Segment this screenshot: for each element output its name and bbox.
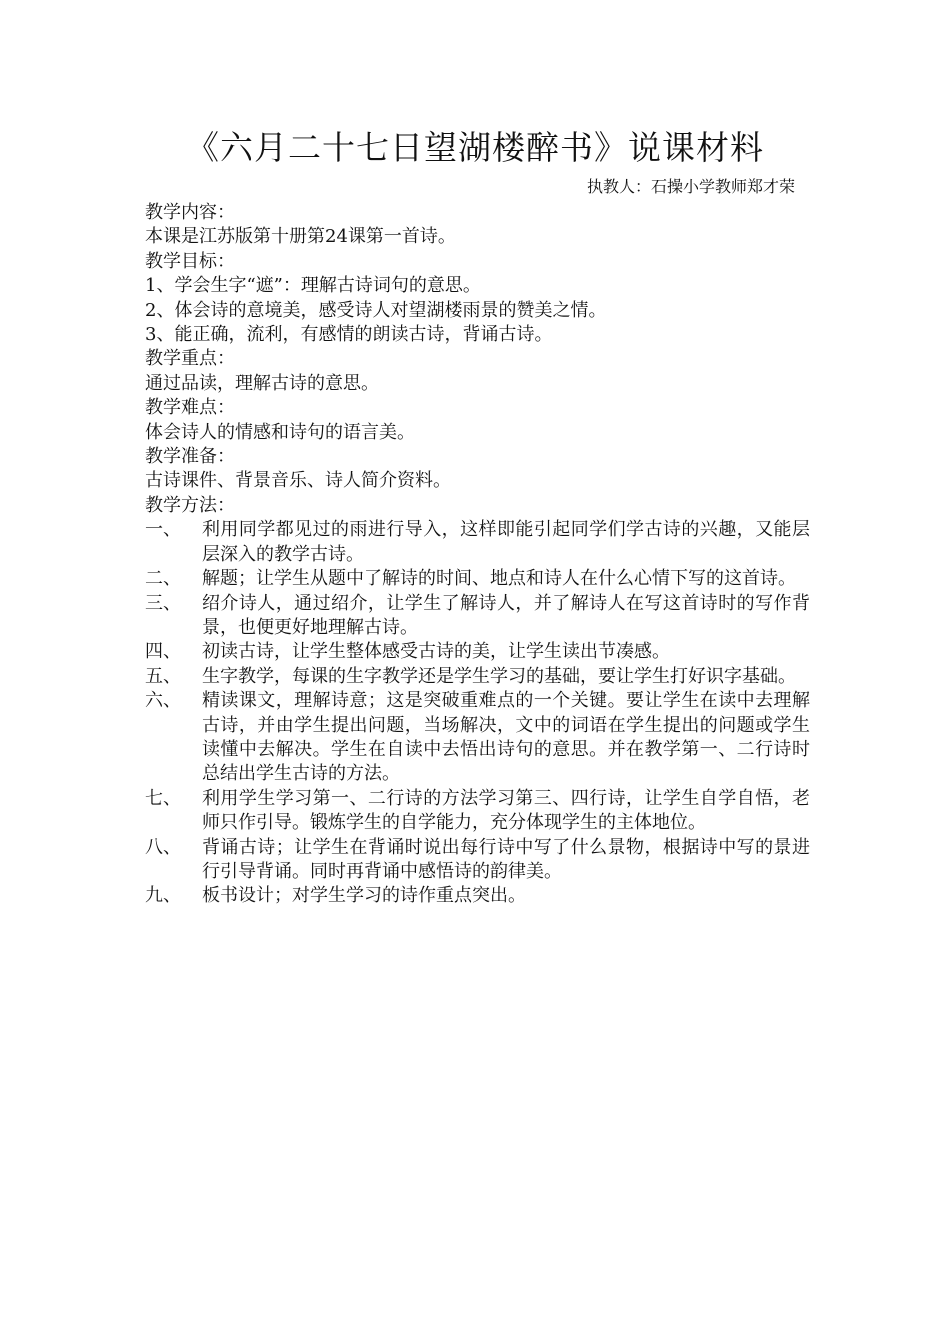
author-line: 执教人：石操小学教师郑才荣 — [586, 177, 795, 196]
method-item — [145, 836, 810, 885]
method-number: 九、 — [145, 885, 181, 907]
method-item — [145, 567, 810, 591]
method-text: 精读课文，理解诗意；这是突破重难点的一个关键。要让学生在读中去理解古诗，并由学生提出问题，当场解决，文中的词语在学生提出的问题或学生读懂中去解决。学生在自读中去悟出诗句的意思。并在教学第一、二行诗时总结出学生古诗的方法。 — [202, 690, 810, 785]
section-heading-key: 教学重点： — [145, 348, 235, 370]
method-text: 背诵古诗；让学生在背诵时说出每行诗中写了什么景物，根据诗中写的景进行引导背诵。同时再背诵中感悟诗的韵律美。 — [202, 836, 810, 882]
method-text: 初读古诗，让学生整体感受古诗的美，让学生读出节凑感。 — [202, 641, 670, 663]
method-text: 板书设计；对学生学习的诗作重点突出。 — [202, 885, 526, 907]
goal-item: 1、学会生字“遮”：理解古诗词句的意思。 — [145, 275, 481, 297]
method-number: 六、 — [145, 690, 181, 712]
method-text: 绍介诗人，通过绍介，让学生了解诗人，并了解诗人在写这首诗时的写作背景，也便更好地理解古诗。 — [202, 592, 810, 638]
difficulty-text: 体会诗人的情感和诗句的语言美。 — [145, 421, 415, 443]
section-heading-difficulty: 教学难点： — [145, 397, 235, 419]
document-title: 《六月二十七日望湖楼醉书》说课材料 — [186, 128, 764, 167]
method-number: 五、 — [145, 665, 181, 687]
method-item — [145, 689, 810, 787]
method-number: 四、 — [145, 641, 181, 663]
method-item — [145, 640, 810, 664]
method-number: 八、 — [145, 836, 181, 858]
goal-item: 3、能正确，流利，有感情的朗读古诗，背诵古诗。 — [145, 324, 553, 346]
method-text: 解题；让学生从题中了解诗的时间、地点和诗人在什么心情下写的这首诗。 — [202, 568, 796, 590]
goal-item: 2、体会诗的意境美，感受诗人对望湖楼雨景的赞美之情。 — [145, 299, 607, 321]
section-heading-content: 教学内容： — [145, 202, 235, 223]
method-number: 三、 — [145, 592, 181, 614]
method-text: 利用学生学习第一、二行诗的方法学习第三、四行诗，让学生自学自悟，老师只作引导。锻炼学生的自学能力，充分体现学生的主体地位。 — [202, 787, 810, 834]
method-text: 利用同学都见过的雨进行导入，这样即能引起同学们学古诗的兴趣，又能层层深入的教学古诗。 — [202, 519, 810, 565]
method-item — [145, 787, 810, 836]
method-number: 二、 — [145, 568, 181, 590]
method-item — [145, 665, 810, 689]
prep-text: 古诗课件、背景音乐、诗人简介资料。 — [145, 470, 451, 492]
section-heading-prep: 教学准备： — [145, 446, 235, 468]
content-text: 本课是江苏版第十册第24课第一首诗。 — [145, 226, 456, 248]
method-item — [145, 884, 810, 908]
method-item — [145, 592, 810, 641]
method-item — [145, 518, 810, 567]
key-text: 通过品读，理解古诗的意思。 — [145, 372, 379, 394]
method-number: 一、 — [145, 519, 181, 541]
section-heading-method: 教学方法： — [145, 494, 235, 516]
section-heading-goals: 教学目标： — [145, 250, 235, 272]
method-text: 生字教学，每课的生字教学还是学生学习的基础，要让学生打好识字基础。 — [202, 665, 796, 687]
document-body — [145, 201, 810, 909]
method-number: 七、 — [145, 787, 181, 809]
